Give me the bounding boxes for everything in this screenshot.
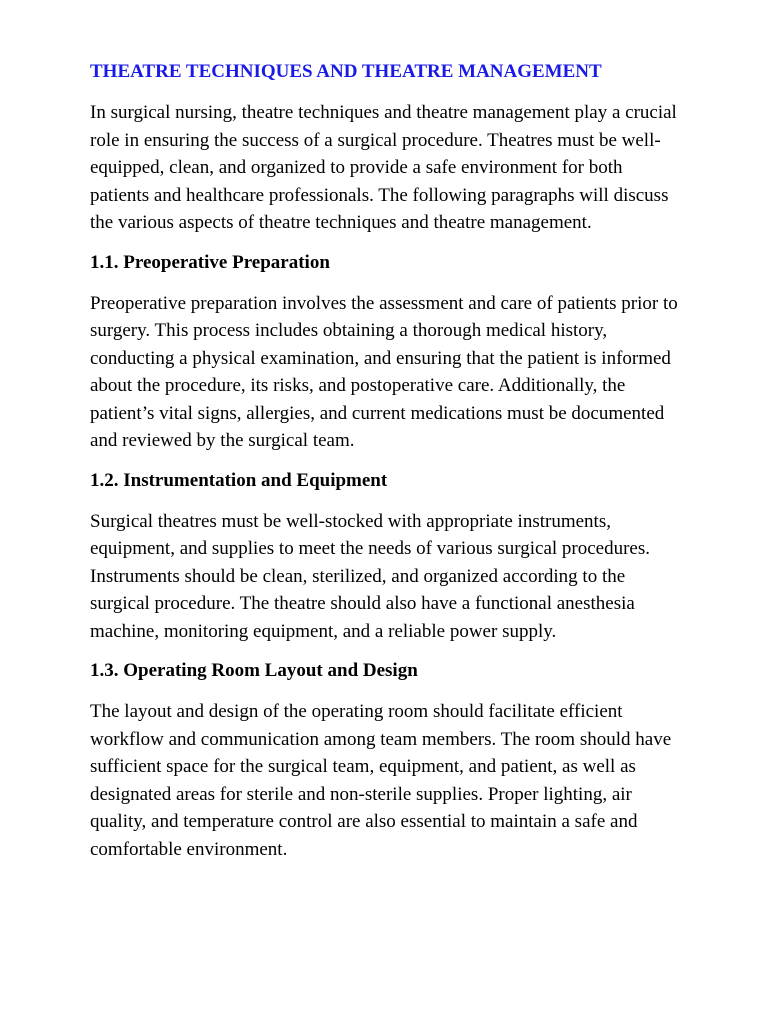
document-title: THEATRE TECHNIQUES AND THEATRE MANAGEMENT [90, 61, 602, 82]
section-heading: 1.3. Operating Room Layout and Design [90, 660, 418, 681]
section-paragraph: Surgical theatres must be well-stocked with appropriate instruments, equipment, and supplies to meet the needs of various surgical procedures. Instruments should be clean, sterilized, and organized according to the surgical procedure. The theatre should also have a functional anesthesia machine, monitoring equipment, and a reliable power supply. [90, 510, 650, 642]
section-heading: 1.1. Preoperative Preparation [90, 251, 330, 273]
section-paragraph: The layout and design of the operating room should facilitate efficient workflow and communication among team members. The room should have sufficient space for the surgical team, equipment, and patient, as well as designated areas for sterile and non-sterile supplies. Proper lighting, air quality, and temperature control are also essential to maintain a safe and comfortable environment. [90, 701, 672, 860]
section-operating-room-layout [90, 657, 678, 863]
section-preoperative-preparation [90, 249, 678, 455]
section-paragraph: Preoperative preparation involves the assessment and care of patients prior to surgery. This process includes obtaining a thorough medical history, conducting a physical examination, and ensuring that the patient is informed about the procedure, its risks, and postoperative care. Additionally, the patient’s vital signs, allergies, and current medications must be documented and reviewed by the surgical team. [90, 292, 678, 451]
section-instrumentation-and-equipment [90, 467, 678, 646]
section-heading: 1.2. Instrumentation and Equipment [90, 469, 388, 491]
intro-paragraph: In surgical nursing, theatre techniques and theatre management play a crucial role in ensuring the success of a surgical procedure. Theatres must be well-equipped, clean, and organized to provide a safe environment for both patients and healthcare professionals. The following paragraphs will discuss the various aspects of theatre techniques and theatre management. [90, 102, 677, 233]
